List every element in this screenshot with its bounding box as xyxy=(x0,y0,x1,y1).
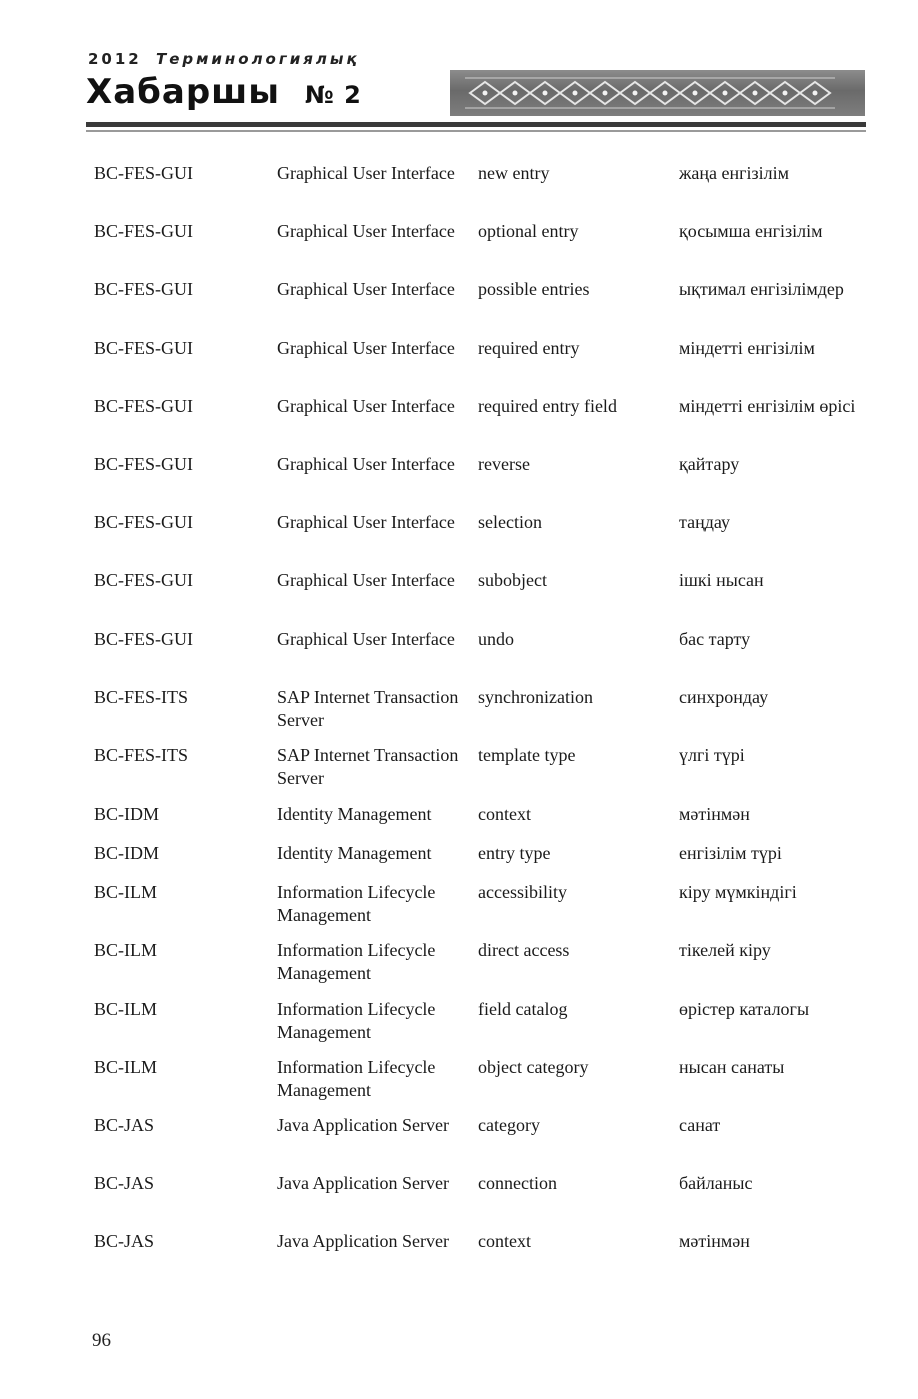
row-code: BC-ILM xyxy=(94,999,157,1019)
journal-issue: № 2 xyxy=(304,81,362,109)
row-module: Graphical User Interface xyxy=(277,163,455,183)
header-rule-thick xyxy=(86,122,866,127)
journal-title-line xyxy=(88,50,360,68)
row-term-kz: ықтимал енгізілімдер xyxy=(679,279,844,299)
row-module: Java Application Server xyxy=(277,1231,449,1251)
row-code: BC-FES-GUI xyxy=(94,512,194,532)
row-module: Information Lifecycle Management xyxy=(277,882,436,925)
row-code: BC-IDM xyxy=(94,843,160,863)
row-module: Java Application Server xyxy=(277,1173,449,1193)
row-term-kz: міндетті енгізілім өрісі xyxy=(679,396,856,416)
journal-bulletin-line xyxy=(86,72,362,112)
row-code: BC-ILM xyxy=(94,1057,157,1077)
row-code: BC-FES-GUI xyxy=(94,221,194,241)
journal-bulletin: Хабаршы xyxy=(86,72,281,112)
row-module: SAP Internet Transaction Server xyxy=(277,745,459,788)
row-term-kz: таңдау xyxy=(679,512,730,532)
row-code: BC-FES-GUI xyxy=(94,279,194,299)
row-term-en: undo xyxy=(478,629,514,649)
row-code: BC-FES-ITS xyxy=(94,745,189,765)
row-term-en: synchronization xyxy=(478,687,593,707)
row-module: Java Application Server xyxy=(277,1115,449,1135)
row-term-en: selection xyxy=(478,512,542,532)
row-term-en: template type xyxy=(478,745,576,765)
row-module: Graphical User Interface xyxy=(277,629,455,649)
journal-title: Терминологиялық xyxy=(155,50,360,68)
row-code: BC-JAS xyxy=(94,1173,155,1193)
row-term-kz: жаңа енгізілім xyxy=(679,163,790,183)
page-header xyxy=(0,0,918,140)
row-term-kz: ішкі нысан xyxy=(679,570,764,590)
row-code: BC-FES-GUI xyxy=(94,570,194,590)
row-term-en: connection xyxy=(478,1173,557,1193)
row-module: Information Lifecycle Management xyxy=(277,1057,436,1100)
row-module: Graphical User Interface xyxy=(277,512,455,532)
row-code: BC-JAS xyxy=(94,1115,155,1135)
row-code: BC-FES-ITS xyxy=(94,687,189,707)
row-term-kz: санат xyxy=(679,1115,721,1135)
row-term-en: category xyxy=(478,1115,540,1135)
row-term-kz: бас тарту xyxy=(679,629,751,649)
row-term-kz: міндетті енгізілім xyxy=(679,338,815,358)
row-term-en: new entry xyxy=(478,163,550,183)
row-module: Identity Management xyxy=(277,843,432,863)
row-term-kz: мәтінмән xyxy=(679,804,750,824)
row-term-en: accessibility xyxy=(478,882,567,902)
row-code: BC-FES-GUI xyxy=(94,338,194,358)
ornament-band xyxy=(450,70,865,116)
row-term-en: field catalog xyxy=(478,999,568,1019)
row-term-en: entry type xyxy=(478,843,551,863)
row-term-kz: қосымша енгізілім xyxy=(679,221,823,241)
row-code: BC-FES-GUI xyxy=(94,163,194,183)
journal-year: 2012 xyxy=(88,50,142,68)
row-code: BC-JAS xyxy=(94,1231,155,1251)
row-module: Graphical User Interface xyxy=(277,338,455,358)
row-module: Graphical User Interface xyxy=(277,570,455,590)
row-term-en: required entry field xyxy=(478,396,617,416)
row-term-en: subobject xyxy=(478,570,547,590)
page-number: 96 xyxy=(92,1330,111,1351)
row-term-en: required entry xyxy=(478,338,580,358)
row-term-kz: синхрондау xyxy=(679,687,769,707)
row-code: BC-FES-GUI xyxy=(94,454,194,474)
row-module: Identity Management xyxy=(277,804,432,824)
row-term-kz: байланыс xyxy=(679,1173,753,1193)
row-term-kz: енгізілім түрі xyxy=(679,843,782,863)
row-code: BC-ILM xyxy=(94,940,157,960)
row-code: BC-IDM xyxy=(94,804,160,824)
row-term-kz: нысан санаты xyxy=(679,1057,785,1077)
row-term-en: optional entry xyxy=(478,221,579,241)
row-term-en: reverse xyxy=(478,454,530,474)
row-term-kz: мәтінмән xyxy=(679,1231,750,1251)
ornament-pattern xyxy=(450,70,865,116)
row-term-kz: үлгі түрі xyxy=(679,745,745,765)
row-term-en: object category xyxy=(478,1057,589,1077)
row-module: Graphical User Interface xyxy=(277,454,455,474)
row-module: Graphical User Interface xyxy=(277,396,455,416)
row-term-en: context xyxy=(478,804,531,824)
row-module: SAP Internet Transaction Server xyxy=(277,687,459,730)
row-code: BC-FES-GUI xyxy=(94,396,194,416)
row-module: Information Lifecycle Management xyxy=(277,940,436,983)
header-rule-thin xyxy=(86,130,866,132)
row-term-kz: өрістер каталогы xyxy=(679,999,810,1019)
row-term-kz: тікелей кіру xyxy=(679,940,771,960)
row-module: Graphical User Interface xyxy=(277,221,455,241)
row-module: Graphical User Interface xyxy=(277,279,455,299)
row-module: Information Lifecycle Management xyxy=(277,999,436,1042)
row-code: BC-FES-GUI xyxy=(94,629,194,649)
row-term-kz: кіру мүмкіндігі xyxy=(679,882,797,902)
row-code: BC-ILM xyxy=(94,882,157,902)
row-term-kz: қайтару xyxy=(679,454,740,474)
row-term-en: direct access xyxy=(478,940,570,960)
row-term-en: context xyxy=(478,1231,531,1251)
row-term-en: possible entries xyxy=(478,279,590,299)
